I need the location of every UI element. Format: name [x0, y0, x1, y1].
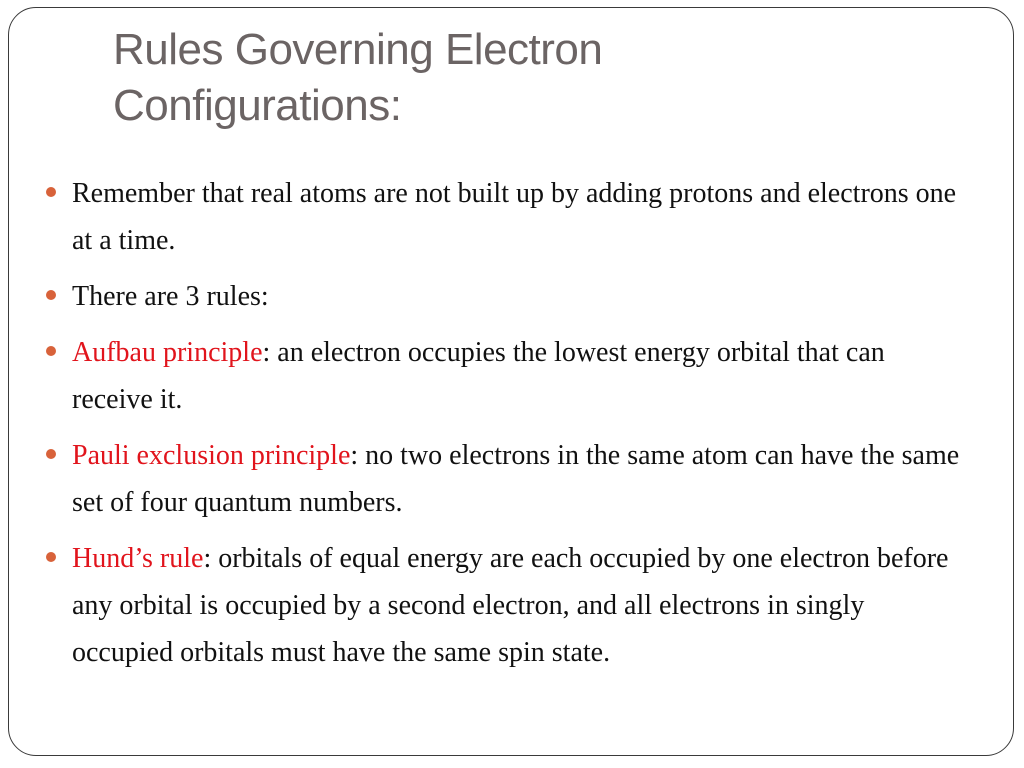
bullet-text: : an electron occupies the lowest energy orbital that can receive it.: [72, 337, 885, 415]
bullet-text: : orbitals of equal energy are each occupied by one electron before any orbital is occupied by a second electron, and all electrons in singly occupied orbitals must have the same spin state.: [72, 543, 949, 668]
slide-title: [113, 22, 973, 134]
bullet-item: [46, 170, 966, 264]
bullet-dot-icon: [46, 552, 56, 562]
bullet-dot-icon: [46, 449, 56, 459]
bullet-dot-icon: [46, 290, 56, 300]
bullet-term-aufbau: Aufbau principle: [72, 337, 263, 368]
bullet-term-hund: Hund’s rule: [72, 543, 204, 574]
bullet-list: [46, 170, 966, 685]
bullet-text: There are 3 rules:: [72, 281, 269, 312]
slide-title-line-2: Configurations:: [113, 81, 402, 130]
bullet-item: [46, 535, 966, 676]
slide-title-line-1: Rules Governing Electron: [113, 25, 603, 74]
bullet-text: : no two electrons in the same atom can have the same set of four quantum numbers.: [72, 440, 960, 518]
bullet-dot-icon: [46, 187, 56, 197]
bullet-dot-icon: [46, 346, 56, 356]
bullet-item: [46, 329, 966, 423]
bullet-item: [46, 273, 966, 320]
bullet-item: [46, 432, 966, 526]
bullet-text: Remember that real atoms are not built up by adding protons and electrons one at a time.: [72, 178, 957, 256]
bullet-term-pauli: Pauli exclusion principle: [72, 440, 351, 471]
